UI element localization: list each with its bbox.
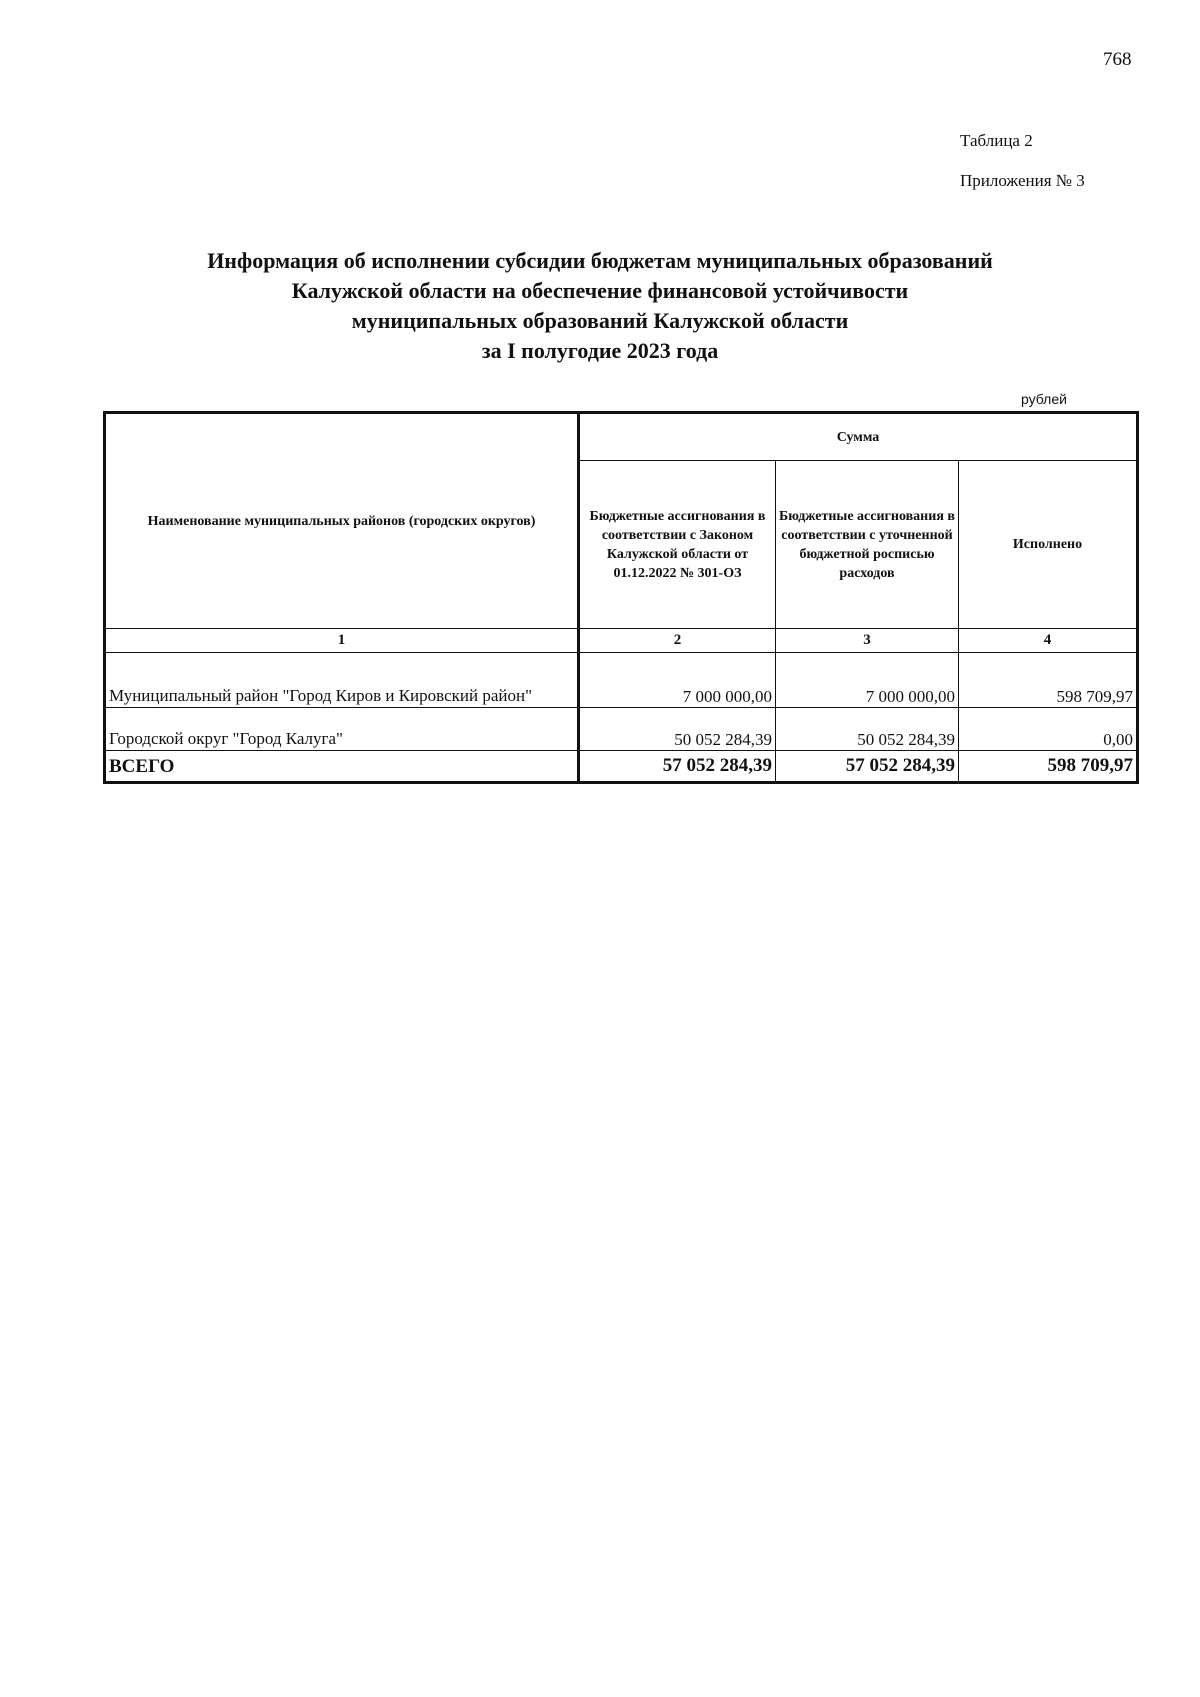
column-number: 3: [776, 629, 959, 653]
total-col4: 598 709,97: [959, 751, 1138, 783]
table-row: [105, 653, 1138, 708]
row-value-col2: 50 052 284,39: [579, 708, 776, 751]
total-label: ВСЕГО: [105, 751, 579, 783]
units-label: рублей: [1021, 391, 1067, 407]
title-line-3: муниципальных образований Калужской области: [351, 308, 849, 333]
row-name: Муниципальный район "Город Киров и Кировский район": [105, 653, 579, 708]
row-value-col2: 7 000 000,00: [579, 653, 776, 708]
title-line-1: Информация об исполнении субсидии бюджетам муниципальных образований: [207, 248, 993, 273]
row-value-col3: 50 052 284,39: [776, 708, 959, 751]
subsidy-table: [103, 411, 1139, 784]
column-number: 4: [959, 629, 1138, 653]
table-row: [105, 708, 1138, 751]
total-col3: 57 052 284,39: [776, 751, 959, 783]
title-line-2: Калужской области на обеспечение финансовой устойчивости: [291, 278, 909, 303]
header-col-4: Исполнено: [959, 461, 1138, 629]
row-value-col4: 0,00: [959, 708, 1138, 751]
row-name: Городской округ "Город Калуга": [105, 708, 579, 751]
row-value-col3: 7 000 000,00: [776, 653, 959, 708]
header-col-3: Бюджетные ассигнования в соответствии с уточненной бюджетной росписью расходов: [776, 461, 959, 629]
title-line-4: за I полугодие 2023 года: [481, 338, 719, 363]
column-number-row: [105, 629, 1138, 653]
header-name-column: Наименование муниципальных районов (городских округов): [105, 413, 579, 629]
row-value-col4: 598 709,97: [959, 653, 1138, 708]
page-number: 768: [1103, 49, 1132, 70]
column-number: 1: [105, 629, 579, 653]
document-title: [120, 246, 1080, 366]
column-number: 2: [579, 629, 776, 653]
table-reference: Таблица 2: [960, 131, 1033, 150]
appendix-reference: Приложения № 3: [960, 171, 1085, 190]
header-sum-group: Сумма: [579, 413, 1138, 461]
header-col-2: Бюджетные ассигнования в соответствии с Законом Калужской области от 01.12.2022 № 301-ОЗ: [579, 461, 776, 629]
total-row: [105, 751, 1138, 783]
total-col2: 57 052 284,39: [579, 751, 776, 783]
